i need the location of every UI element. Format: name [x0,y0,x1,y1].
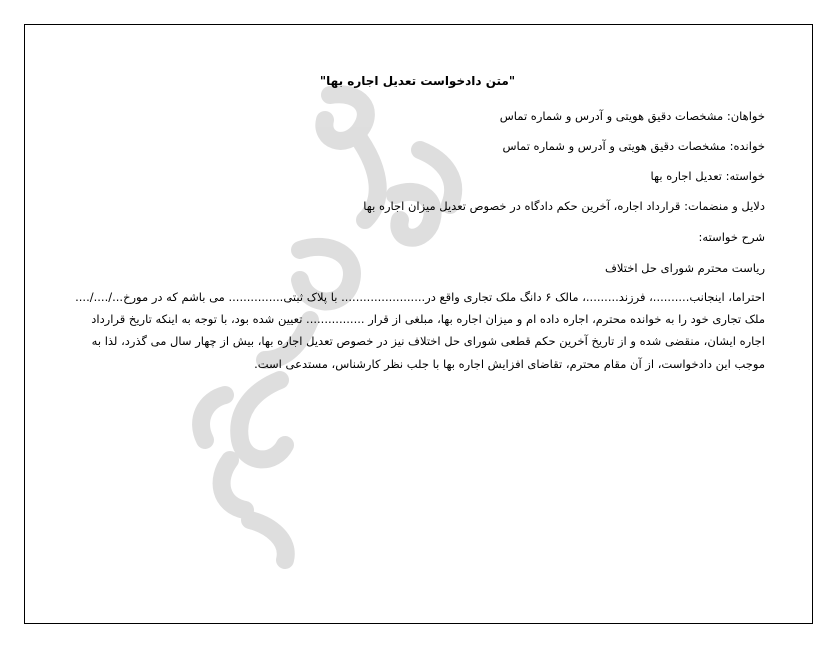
claim-line: خواسته: تعدیل اجاره بها [650,169,765,183]
plaintiff-line: خواهان: مشخصات دقیق هویتی و آدرس و شماره تماس [499,109,765,123]
document-title: "متن دادخواست تعدیل اجاره بها" [319,74,516,88]
body-line-4: موجب این دادخواست، از آن مقام محترم، تقاضای افزایش اجاره بها با جلب نظر کارشناس، مستدعی است. [254,356,765,371]
body-line-1: احتراما، اینجانب..........، فرزند.........، مالک ۶ دانگ ملک تجاری واقع در....................... با پلاک ثبتی............... می باشم که در مورخ.../..../.... [75,290,765,304]
evidence-line: دلایل و منضمات: قرارداد اجاره، آخرین حکم دادگاه در خصوص تعدیل میزان اجاره بها [363,199,765,213]
body-line-3: اجاره ایشان، منقضی شده و از تاریخ آخرین حکم قطعی شورای حل اختلاف نیز در خصوص تعدیل اجاره بها، بیش از چهار سال می گذرد، لذا به [91,334,765,349]
defendant-line: خوانده: مشخصات دقیق هویتی و آدرس و شماره تماس [502,139,765,153]
body-line-2: ملک تجاری خود را به خوانده محترم، اجاره داده ام و میزان اجاره بها، مبلغی از قرار ................ تعیین شده بود، با توجه به اینکه تاریخ قرارداد [91,312,765,327]
description-heading: شرح خواسته: [698,230,765,244]
addressee-line: ریاست محترم شورای حل اختلاف [604,261,765,275]
petition-body [70,286,765,375]
